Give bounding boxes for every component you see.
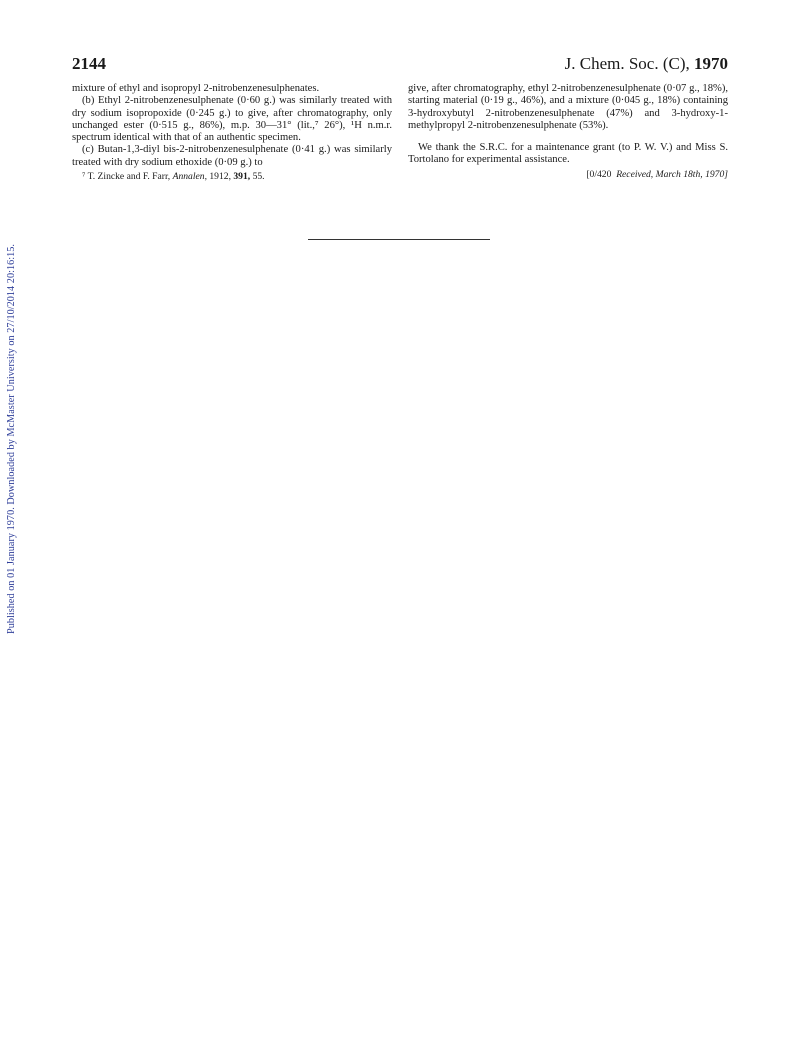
end-rule: [308, 239, 490, 240]
footnote: [72, 171, 392, 182]
right-column: [408, 83, 728, 181]
journal-name: J. Chem. Soc. (C),: [564, 54, 690, 73]
footnote-volume: 391,: [233, 171, 251, 183]
paragraph: give, after chromatography, ethyl 2-nitrobenzenesulphenate (0·07 g., 18%), starting material (0·19 g., 46%), and a mixture (0·045 g., 18%) containing 3-hydroxybutyl 2-nitrobenzenesulphenate (47%) and 3-hydroxy-1-methylpropyl 2-nitrobenzenesulphenate (53%).: [408, 83, 728, 131]
received-text: Received, March 18th, 1970]: [616, 168, 728, 180]
acknowledgement: We thank the S.R.C. for a maintenance grant (to P. W. V.) and Miss S. Tortolano for experimental assistance.: [408, 142, 728, 166]
page-number: 2144: [72, 54, 106, 73]
footnote-page: 55.: [252, 171, 265, 183]
left-column: [72, 83, 392, 182]
page-header: [72, 54, 728, 76]
footnote-journal: Annalen,: [172, 171, 207, 183]
paragraph: mixture of ethyl and isopropyl 2-nitrobenzenesulphenates.: [72, 83, 320, 94]
footnote-authors: T. Zincke and F. Farr,: [87, 171, 171, 183]
paragraph: (c) Butan-1,3-diyl bis-2-nitrobenzenesulphenate (0·41 g.) was similarly treated with dry sodium ethoxide (0·09 g.) to: [72, 144, 392, 168]
download-notice: Published on 01 January 1970. Downloaded by McMaster University on 27/10/2014 20:16:15.: [6, 243, 17, 634]
journal-citation: [565, 54, 728, 74]
manuscript-ref: [0/420: [586, 168, 612, 180]
footnote-year: 1912,: [209, 171, 231, 183]
received-date: [408, 169, 728, 181]
journal-year: 1970: [694, 54, 728, 73]
footnote-marker: ⁷: [82, 171, 86, 183]
paragraph: (b) Ethyl 2-nitrobenzenesulphenate (0·60 g.) was similarly treated with dry sodium isopropoxide (0·245 g.) to give, after chromatography, only unchanged ester (0·515 g., 86%), m.p. 30—31° (lit.,⁷ 26°), ¹H n.m.r. spectrum identical with that of an authentic specimen.: [72, 95, 392, 144]
